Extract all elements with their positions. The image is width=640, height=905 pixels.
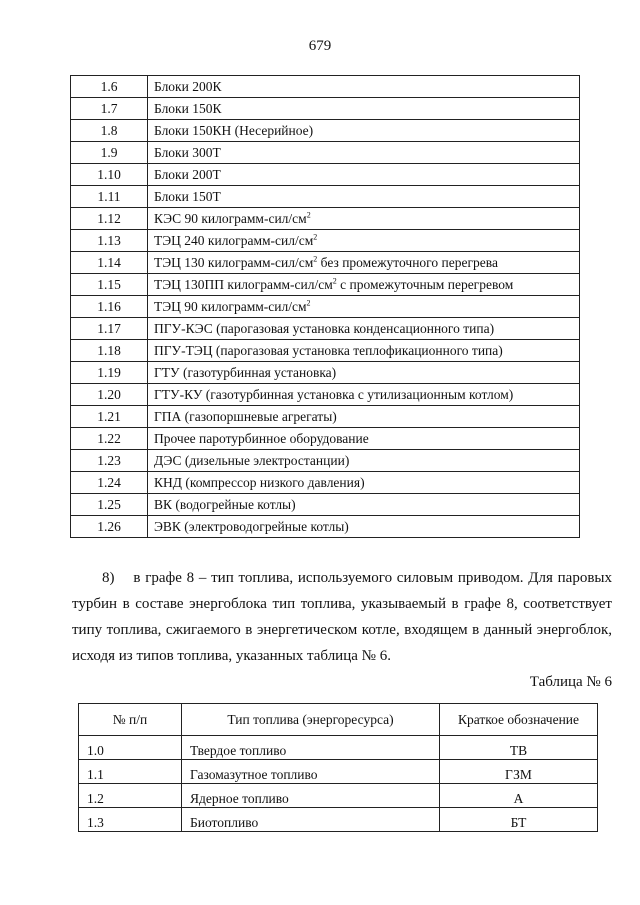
table-row bbox=[71, 208, 580, 230]
short-code: ГЗМ bbox=[440, 760, 598, 784]
row-description bbox=[148, 428, 580, 450]
fuel-type: Ядерное топливо bbox=[182, 784, 440, 808]
superscript: 2 bbox=[313, 232, 318, 241]
row-description bbox=[148, 186, 580, 208]
header-fuel-type: Тип топлива (энергоресурса) bbox=[182, 704, 440, 736]
description-text: Прочее паротурбинное оборудование bbox=[154, 430, 369, 446]
table-row bbox=[71, 186, 580, 208]
description-text: ТЭЦ 240 килограмм-сил/см bbox=[154, 232, 314, 248]
row-number: 1.11 bbox=[71, 186, 148, 208]
table-row bbox=[71, 428, 580, 450]
row-number: 1.8 bbox=[71, 120, 148, 142]
table-row bbox=[79, 808, 598, 832]
table-row bbox=[79, 736, 598, 760]
row-number: 1.6 bbox=[71, 76, 148, 98]
table-row bbox=[71, 384, 580, 406]
description-text: ГТУ-КУ (газотурбинная установка с утилизационным котлом) bbox=[154, 386, 514, 402]
superscript: 2 bbox=[332, 276, 337, 285]
table-row bbox=[71, 296, 580, 318]
description-text: ПГУ-КЭС (парогазовая установка конденсационного типа) bbox=[154, 320, 495, 336]
table-row bbox=[71, 142, 580, 164]
table-row bbox=[79, 784, 598, 808]
superscript: 2 bbox=[313, 254, 318, 263]
row-number: 1.12 bbox=[71, 208, 148, 230]
row-number: 1.26 bbox=[71, 516, 148, 538]
table-row bbox=[71, 472, 580, 494]
table-row bbox=[71, 164, 580, 186]
table-row bbox=[71, 516, 580, 538]
row-number: 1.9 bbox=[71, 142, 148, 164]
table-row bbox=[71, 252, 580, 274]
table-row bbox=[71, 98, 580, 120]
description-text: ГПА (газопоршневые агрегаты) bbox=[154, 408, 337, 424]
table-caption: Таблица № 6 bbox=[529, 674, 612, 690]
row-description bbox=[148, 296, 580, 318]
row-description bbox=[148, 230, 580, 252]
row-number: 1.21 bbox=[71, 406, 148, 428]
row-description bbox=[148, 406, 580, 428]
description-text: ТЭЦ 130ПП килограмм-сил/см bbox=[154, 276, 333, 292]
row-description bbox=[148, 340, 580, 362]
row-description bbox=[148, 98, 580, 120]
description-text: Блоки 150К bbox=[154, 100, 222, 116]
description-suffix: без промежуточного перегрева bbox=[317, 254, 498, 270]
table-row bbox=[71, 76, 580, 98]
description-text: ПГУ-ТЭЦ (парогазовая установка теплофикационного типа) bbox=[154, 342, 503, 358]
fuel-type: Твердое топливо bbox=[182, 736, 440, 760]
row-number: 1.3 bbox=[79, 808, 182, 832]
row-number: 1.10 bbox=[71, 164, 148, 186]
description-text: ТЭЦ 130 килограмм-сил/см bbox=[154, 254, 314, 270]
superscript: 2 bbox=[306, 210, 311, 219]
header-short-code: Краткое обозначение bbox=[440, 704, 598, 736]
row-description bbox=[148, 450, 580, 472]
row-description bbox=[148, 120, 580, 142]
table-row bbox=[71, 494, 580, 516]
table-row bbox=[71, 406, 580, 428]
description-text: ТЭЦ 90 килограмм-сил/см bbox=[154, 298, 307, 314]
row-description bbox=[148, 494, 580, 516]
table-row bbox=[71, 120, 580, 142]
row-number: 1.13 bbox=[71, 230, 148, 252]
description-text: Блоки 200К bbox=[154, 78, 222, 94]
row-number: 1.2 bbox=[79, 784, 182, 808]
equipment-type-table bbox=[70, 75, 580, 538]
table-row bbox=[71, 450, 580, 472]
row-number: 1.0 bbox=[79, 736, 182, 760]
row-number: 1.18 bbox=[71, 340, 148, 362]
row-description bbox=[148, 142, 580, 164]
row-number: 1.22 bbox=[71, 428, 148, 450]
superscript: 2 bbox=[306, 298, 311, 307]
short-code: БТ bbox=[440, 808, 598, 832]
table-row bbox=[71, 318, 580, 340]
description-text: Блоки 150КН (Несерийное) bbox=[154, 122, 314, 138]
row-number: 1.1 bbox=[79, 760, 182, 784]
row-description bbox=[148, 252, 580, 274]
fuel-type: Биотопливо bbox=[182, 808, 440, 832]
fuel-type: Газомазутное топливо bbox=[182, 760, 440, 784]
row-number: 1.23 bbox=[71, 450, 148, 472]
row-number: 1.7 bbox=[71, 98, 148, 120]
row-number: 1.19 bbox=[71, 362, 148, 384]
table-row bbox=[71, 274, 580, 296]
header-number: № п/п bbox=[79, 704, 182, 736]
table-row bbox=[71, 340, 580, 362]
row-number: 1.20 bbox=[71, 384, 148, 406]
table-row bbox=[79, 760, 598, 784]
description-text: Блоки 200Т bbox=[154, 166, 221, 182]
row-number: 1.16 bbox=[71, 296, 148, 318]
table-row bbox=[71, 230, 580, 252]
row-number: 1.14 bbox=[71, 252, 148, 274]
description-text: ЭВК (электроводогрейные котлы) bbox=[154, 518, 349, 534]
description-text: ВК (водогрейные котлы) bbox=[154, 496, 296, 512]
description-text: КНД (компрессор низкого давления) bbox=[154, 474, 365, 490]
description-text: КЭС 90 килограмм-сил/см bbox=[154, 210, 307, 226]
row-description bbox=[148, 76, 580, 98]
row-description bbox=[148, 208, 580, 230]
row-description bbox=[148, 362, 580, 384]
row-description bbox=[148, 516, 580, 538]
row-description bbox=[148, 164, 580, 186]
description-text: Блоки 300Т bbox=[154, 144, 221, 160]
row-number: 1.25 bbox=[71, 494, 148, 516]
row-number: 1.24 bbox=[71, 472, 148, 494]
row-description bbox=[148, 472, 580, 494]
row-number: 1.15 bbox=[71, 274, 148, 296]
table-row bbox=[71, 362, 580, 384]
row-description bbox=[148, 318, 580, 340]
description-text: ДЭС (дизельные электростанции) bbox=[154, 452, 350, 468]
description-suffix: с промежуточным перегревом bbox=[336, 276, 514, 292]
fuel-type-table bbox=[78, 703, 598, 832]
row-number: 1.17 bbox=[71, 318, 148, 340]
paragraph-item-8: 8) в графе 8 – тип топлива, используемого силовым приводом. Для паровых турбин в составе энергоблока тип топлива, указываемый в графе 8, соответствует типу топлива, сжигаемого в энергетическом котле, входящем в данный энергоблок, исходя из типов топлива, указанных таблица № 6. bbox=[72, 570, 612, 664]
row-description bbox=[148, 274, 580, 296]
short-code: А bbox=[440, 784, 598, 808]
row-description bbox=[148, 384, 580, 406]
short-code: ТВ bbox=[440, 736, 598, 760]
page-number: 679 bbox=[308, 38, 332, 54]
description-text: Блоки 150Т bbox=[154, 188, 221, 204]
description-text: ГТУ (газотурбинная установка) bbox=[154, 364, 337, 380]
